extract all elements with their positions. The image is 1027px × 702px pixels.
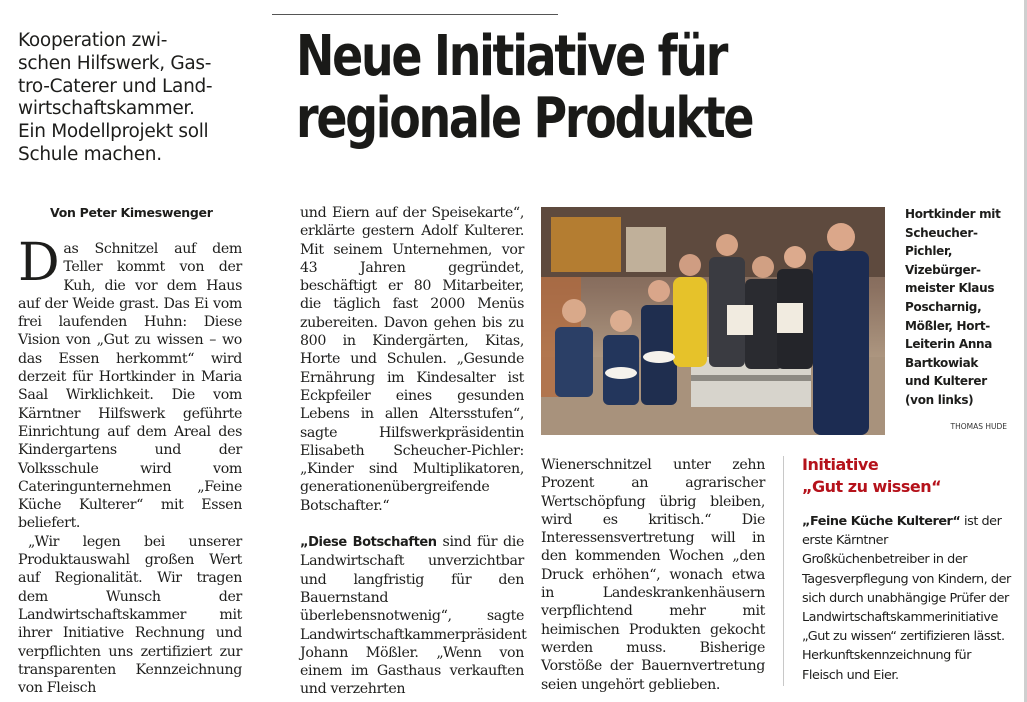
lede-text: Kooperation zwi- schen Hilfswerk, Gas- tro-Caterer und Land- wirtschaftskammer. Ein Modellprojekt soll Schule machen. — [18, 30, 213, 165]
lead-in: „Diese Botschaften — [300, 535, 437, 551]
info-box-text — [802, 512, 1012, 685]
headline: Neue Initiative für regionale Produkte — [296, 24, 753, 151]
photo-illustration — [541, 207, 885, 435]
top-rule — [272, 14, 558, 15]
info-box-title: Initiative „Gut zu wissen“ — [802, 455, 942, 496]
info-box-lead: „Feine Küche Kulterer“ — [802, 514, 961, 529]
author-byline: Von Peter Kimeswenger — [50, 205, 213, 220]
photo-credit: THOMAS HUDE — [950, 422, 1007, 431]
paragraph: und Eiern auf der Speisekarte“, erklärte gestern Adolf Kulterer. Mit seinem Unternehmen, vor 43 Jahren gegründet, beschäftigt er 80 Mitarbeiter, die täglich fast 2000 Menüs zubereiten. Davon gehen bis zu 800 in Kindergärten, Kitas, Horte und Schulen. „Gesunde Ernährung im Kindesalter ist Eckpfeiler eines gesunden Lebens in allen Altersstufen“, sagte Hilfswerkpräsidentin Elisabeth Scheucher-Pichler: „Kinder sind Multiplikatoren, generationenübergreifende Botschafter.“ — [300, 205, 524, 514]
paragraph: as Schnitzel auf dem Teller kommt von der Kuh, die vor dem Haus auf der Weide grast. Das Ei vom frei laufenden Huhn: Diese Vision von „Gut zu wissen – wo das Essen herkommt“ wird derzeit für Hortkinder in Maria Saal Wirklichkeit. Die vom Kärntner Hilfswerk geführte Einrichtung auf dem Areal des Kindergartens und der Volksschule wird vom Cateringunternehmen „Feine Küche Kulterer“ mit Essen beliefert. — [18, 241, 242, 532]
article-column-2 — [300, 204, 527, 699]
info-box-body: ist der erste Kärntner Großküchenbetreiber in der Tagesverpflegung von Kindern, der sich durch unabhängige Prüfer der Landwirtschaftskammerinitiative „Gut zu wissen“ zertifizieren lässt. Herkunftskennzeichnung für Fleisch und Eier. — [802, 514, 1011, 683]
photo-caption: Hortkinder mit Scheucher- Pichler, Vizebürger- meister Klaus Poscharnig, Mößler, Hort- Leiterin Anna Bartkowiak und Kulterer (von links) — [905, 207, 1001, 407]
paragraph — [300, 533, 527, 699]
article-column-1 — [18, 233, 242, 697]
paragraph: „Wir legen bei unserer Produktauswahl großen Wert auf Regionalität. Wir tragen dem Wunsch der Landwirtschaftskammer mit ihrer Initiative Rechnung und verpflichten uns zertifiziert zur transparenten Kennzeichnung von Fleisch — [18, 533, 242, 697]
paragraph: Wienerschnitzel unter zehn Prozent an agrarischer Wertschöpfung übrig bleiben, wird es kritisch.“ Die Interessensvertretung will in den kommenden Wochen „den Druck erhöhen“, wonach etwa in Landeskrankenhäusern verpflichtend mehr mit heimischen Produkten gekocht werden muss. Bisherige Vorstöße der Bauernvertretung seien ungehört geblieben. — [541, 457, 765, 693]
article-column-3 — [541, 456, 765, 694]
article-photo — [541, 207, 885, 435]
column-divider — [783, 456, 784, 686]
paragraph-text: sind für die Landwirtschaft unverzichtbar und langfristig für den Bauernstand überlebensnotwenig“, sagte Landwirtschaftkammerpräsident Johann Mößler. „Wenn von einem im Gasthaus verkauften und verzehrten — [300, 534, 527, 698]
drop-cap: D — [18, 233, 60, 293]
